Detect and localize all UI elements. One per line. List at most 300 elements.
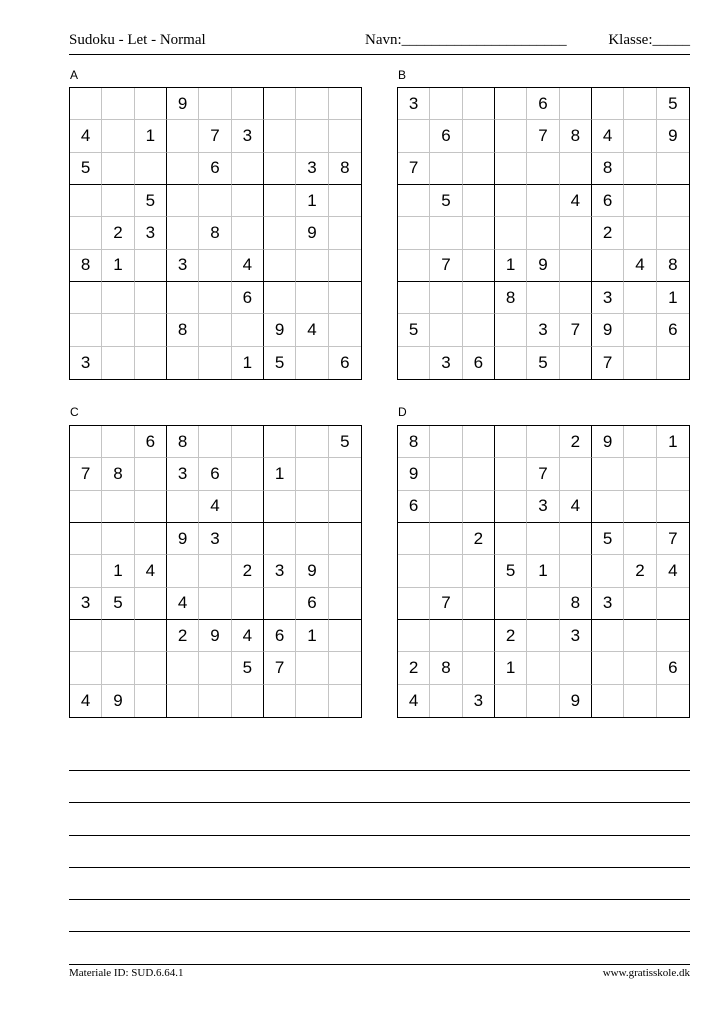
sudoku-cell[interactable] (463, 588, 495, 620)
sudoku-cell[interactable] (232, 426, 264, 458)
sudoku-cell[interactable] (296, 88, 328, 120)
sudoku-cell[interactable] (430, 620, 462, 652)
sudoku-cell[interactable] (199, 652, 231, 684)
sudoku-cell[interactable] (463, 217, 495, 249)
sudoku-cell[interactable] (430, 491, 462, 523)
sudoku-cell[interactable] (135, 458, 167, 490)
sudoku-cell[interactable] (430, 458, 462, 490)
sudoku-cell[interactable] (329, 555, 361, 587)
sudoku-cell[interactable]: 3 (70, 347, 102, 379)
sudoku-cell[interactable] (329, 652, 361, 684)
sudoku-cell[interactable]: 4 (167, 588, 199, 620)
sudoku-cell[interactable] (463, 120, 495, 152)
sudoku-cell[interactable] (102, 652, 134, 684)
sudoku-cell[interactable] (463, 426, 495, 458)
sudoku-cell[interactable] (329, 217, 361, 249)
sudoku-cell[interactable] (264, 523, 296, 555)
sudoku-cell[interactable] (296, 652, 328, 684)
sudoku-cell[interactable]: 7 (70, 458, 102, 490)
sudoku-cell[interactable] (232, 217, 264, 249)
name-field[interactable]: Navn:______________________ (365, 32, 567, 48)
sudoku-cell[interactable] (167, 491, 199, 523)
sudoku-cell[interactable] (430, 426, 462, 458)
sudoku-cell[interactable] (657, 491, 689, 523)
sudoku-cell[interactable]: 4 (560, 185, 592, 217)
sudoku-cell[interactable] (167, 120, 199, 152)
sudoku-cell[interactable]: 7 (430, 250, 462, 282)
sudoku-cell[interactable] (296, 426, 328, 458)
sudoku-cell[interactable]: 2 (167, 620, 199, 652)
sudoku-cell[interactable]: 1 (495, 652, 527, 684)
sudoku-cell[interactable]: 6 (527, 88, 559, 120)
sudoku-cell[interactable] (135, 250, 167, 282)
sudoku-cell[interactable] (592, 555, 624, 587)
sudoku-cell[interactable]: 4 (560, 491, 592, 523)
sudoku-cell[interactable]: 4 (398, 685, 430, 717)
sudoku-cell[interactable]: 9 (102, 685, 134, 717)
sudoku-cell[interactable]: 9 (296, 217, 328, 249)
sudoku-cell[interactable] (199, 88, 231, 120)
sudoku-cell[interactable] (232, 523, 264, 555)
sudoku-cell[interactable] (102, 153, 134, 185)
sudoku-cell[interactable] (102, 523, 134, 555)
sudoku-cell[interactable]: 6 (463, 347, 495, 379)
sudoku-cell[interactable]: 1 (102, 555, 134, 587)
sudoku-cell[interactable]: 5 (592, 523, 624, 555)
sudoku-cell[interactable] (70, 652, 102, 684)
sudoku-cell[interactable] (70, 426, 102, 458)
sudoku-cell[interactable] (398, 120, 430, 152)
sudoku-cell[interactable]: 8 (560, 588, 592, 620)
sudoku-cell[interactable]: 6 (232, 282, 264, 314)
sudoku-cell[interactable] (232, 153, 264, 185)
sudoku-cell[interactable]: 6 (398, 491, 430, 523)
sudoku-cell[interactable]: 5 (264, 347, 296, 379)
sudoku-cell[interactable] (70, 217, 102, 249)
sudoku-cell[interactable] (398, 523, 430, 555)
sudoku-cell[interactable] (495, 120, 527, 152)
sudoku-cell[interactable] (624, 88, 656, 120)
sudoku-cell[interactable] (264, 282, 296, 314)
sudoku-cell[interactable] (264, 426, 296, 458)
sudoku-cell[interactable]: 9 (592, 314, 624, 346)
sudoku-cell[interactable]: 3 (592, 282, 624, 314)
sudoku-cell[interactable]: 8 (167, 314, 199, 346)
sudoku-cell[interactable] (495, 426, 527, 458)
sudoku-cell[interactable] (624, 217, 656, 249)
sudoku-cell[interactable]: 9 (527, 250, 559, 282)
sudoku-cell[interactable]: 3 (430, 347, 462, 379)
sudoku-cell[interactable]: 1 (296, 620, 328, 652)
sudoku-cell[interactable] (296, 250, 328, 282)
sudoku-cell[interactable]: 7 (430, 588, 462, 620)
sudoku-cell[interactable]: 4 (70, 120, 102, 152)
sudoku-cell[interactable] (232, 685, 264, 717)
sudoku-cell[interactable] (329, 88, 361, 120)
sudoku-cell[interactable]: 5 (135, 185, 167, 217)
sudoku-cell[interactable] (398, 588, 430, 620)
sudoku-cell[interactable] (592, 620, 624, 652)
sudoku-cell[interactable] (592, 685, 624, 717)
sudoku-cell[interactable]: 3 (70, 588, 102, 620)
sudoku-cell[interactable]: 1 (657, 426, 689, 458)
sudoku-cell[interactable]: 3 (135, 217, 167, 249)
sudoku-cell[interactable] (430, 685, 462, 717)
sudoku-cell[interactable]: 7 (199, 120, 231, 152)
sudoku-cell[interactable] (135, 652, 167, 684)
sudoku-cell[interactable] (232, 458, 264, 490)
sudoku-cell[interactable] (624, 314, 656, 346)
sudoku-cell[interactable] (495, 347, 527, 379)
sudoku-cell[interactable] (102, 620, 134, 652)
sudoku-cell[interactable]: 7 (264, 652, 296, 684)
sudoku-cell[interactable] (398, 555, 430, 587)
sudoku-cell[interactable] (495, 314, 527, 346)
sudoku-cell[interactable] (657, 620, 689, 652)
sudoku-cell[interactable] (135, 588, 167, 620)
sudoku-cell[interactable] (167, 347, 199, 379)
sudoku-cell[interactable] (430, 523, 462, 555)
sudoku-cell[interactable] (592, 250, 624, 282)
sudoku-cell[interactable] (624, 185, 656, 217)
sudoku-cell[interactable]: 5 (430, 185, 462, 217)
sudoku-cell[interactable] (463, 652, 495, 684)
sudoku-cell[interactable]: 6 (264, 620, 296, 652)
sudoku-cell[interactable] (495, 185, 527, 217)
sudoku-cell[interactable] (70, 185, 102, 217)
sudoku-cell[interactable] (560, 652, 592, 684)
sudoku-cell[interactable] (264, 88, 296, 120)
sudoku-cell[interactable]: 3 (463, 685, 495, 717)
sudoku-cell[interactable] (527, 426, 559, 458)
sudoku-cell[interactable] (329, 458, 361, 490)
sudoku-cell[interactable] (264, 685, 296, 717)
sudoku-cell[interactable]: 9 (592, 426, 624, 458)
sudoku-cell[interactable]: 3 (264, 555, 296, 587)
sudoku-cell[interactable] (495, 588, 527, 620)
sudoku-cell[interactable] (463, 153, 495, 185)
sudoku-cell[interactable]: 1 (495, 250, 527, 282)
sudoku-cell[interactable]: 2 (592, 217, 624, 249)
sudoku-cell[interactable]: 7 (527, 120, 559, 152)
sudoku-cell[interactable] (329, 491, 361, 523)
sudoku-cell[interactable] (296, 491, 328, 523)
sudoku-cell[interactable] (463, 88, 495, 120)
sudoku-cell[interactable]: 9 (398, 458, 430, 490)
sudoku-cell[interactable] (657, 458, 689, 490)
sudoku-cell[interactable] (527, 620, 559, 652)
sudoku-cell[interactable] (398, 250, 430, 282)
sudoku-cell[interactable] (527, 588, 559, 620)
sudoku-cell[interactable] (135, 523, 167, 555)
sudoku-cell[interactable]: 7 (657, 523, 689, 555)
sudoku-cell[interactable] (624, 652, 656, 684)
sudoku-cell[interactable] (167, 652, 199, 684)
sudoku-cell[interactable] (560, 347, 592, 379)
sudoku-cell[interactable] (624, 426, 656, 458)
sudoku-cell[interactable] (232, 185, 264, 217)
sudoku-cell[interactable] (232, 314, 264, 346)
sudoku-cell[interactable]: 1 (264, 458, 296, 490)
sudoku-cell[interactable] (527, 153, 559, 185)
sudoku-cell[interactable] (167, 685, 199, 717)
sudoku-cell[interactable] (463, 250, 495, 282)
sudoku-cell[interactable] (70, 88, 102, 120)
sudoku-cell[interactable] (264, 491, 296, 523)
sudoku-cell[interactable] (167, 282, 199, 314)
sudoku-cell[interactable] (135, 347, 167, 379)
sudoku-cell[interactable] (624, 588, 656, 620)
sudoku-cell[interactable] (135, 620, 167, 652)
sudoku-cell[interactable]: 2 (398, 652, 430, 684)
sudoku-cell[interactable] (102, 88, 134, 120)
sudoku-cell[interactable] (264, 153, 296, 185)
sudoku-cell[interactable]: 1 (102, 250, 134, 282)
sudoku-cell[interactable] (527, 185, 559, 217)
sudoku-cell[interactable]: 8 (657, 250, 689, 282)
sudoku-cell[interactable] (296, 347, 328, 379)
sudoku-cell[interactable] (592, 652, 624, 684)
sudoku-cell[interactable] (624, 523, 656, 555)
sudoku-cell[interactable]: 3 (167, 458, 199, 490)
sudoku-cell[interactable] (657, 685, 689, 717)
sudoku-cell[interactable]: 4 (624, 250, 656, 282)
sudoku-cell[interactable]: 1 (232, 347, 264, 379)
sudoku-cell[interactable]: 5 (102, 588, 134, 620)
sudoku-cell[interactable]: 3 (232, 120, 264, 152)
sudoku-cell[interactable] (70, 282, 102, 314)
sudoku-cell[interactable] (329, 314, 361, 346)
sudoku-cell[interactable] (527, 282, 559, 314)
sudoku-cell[interactable] (199, 685, 231, 717)
sudoku-cell[interactable] (430, 282, 462, 314)
sudoku-cell[interactable] (560, 153, 592, 185)
sudoku-cell[interactable]: 9 (167, 523, 199, 555)
sudoku-cell[interactable] (167, 217, 199, 249)
website-link[interactable]: www.gratisskole.dk (602, 967, 690, 979)
sudoku-cell[interactable] (135, 491, 167, 523)
sudoku-cell[interactable]: 3 (296, 153, 328, 185)
sudoku-cell[interactable] (624, 153, 656, 185)
sudoku-cell[interactable] (560, 523, 592, 555)
sudoku-cell[interactable] (199, 555, 231, 587)
sudoku-cell[interactable] (329, 588, 361, 620)
sudoku-cell[interactable]: 7 (527, 458, 559, 490)
sudoku-cell[interactable] (560, 217, 592, 249)
sudoku-cell[interactable] (135, 685, 167, 717)
sudoku-cell[interactable]: 6 (199, 153, 231, 185)
sudoku-cell[interactable] (624, 282, 656, 314)
sudoku-cell[interactable]: 3 (560, 620, 592, 652)
sudoku-cell[interactable]: 2 (102, 217, 134, 249)
sudoku-cell[interactable] (657, 185, 689, 217)
sudoku-cell[interactable] (102, 185, 134, 217)
sudoku-cell[interactable]: 1 (135, 120, 167, 152)
sudoku-cell[interactable]: 8 (102, 458, 134, 490)
sudoku-cell[interactable] (495, 523, 527, 555)
sudoku-cell[interactable] (199, 250, 231, 282)
sudoku-cell[interactable] (430, 555, 462, 587)
sudoku-cell[interactable]: 5 (398, 314, 430, 346)
sudoku-cell[interactable] (296, 458, 328, 490)
sudoku-cell[interactable]: 8 (592, 153, 624, 185)
sudoku-cell[interactable] (398, 282, 430, 314)
sudoku-cell[interactable]: 3 (199, 523, 231, 555)
sudoku-cell[interactable]: 8 (430, 652, 462, 684)
sudoku-cell[interactable]: 2 (463, 523, 495, 555)
sudoku-cell[interactable] (296, 120, 328, 152)
sudoku-cell[interactable] (264, 120, 296, 152)
sudoku-cell[interactable]: 3 (167, 250, 199, 282)
sudoku-cell[interactable] (430, 217, 462, 249)
sudoku-cell[interactable] (296, 282, 328, 314)
sudoku-cell[interactable] (135, 88, 167, 120)
sudoku-cell[interactable] (430, 153, 462, 185)
sudoku-cell[interactable] (296, 523, 328, 555)
sudoku-cell[interactable]: 6 (296, 588, 328, 620)
sudoku-cell[interactable]: 9 (560, 685, 592, 717)
sudoku-cell[interactable] (463, 314, 495, 346)
sudoku-cell[interactable] (592, 88, 624, 120)
sudoku-cell[interactable] (592, 458, 624, 490)
sudoku-cell[interactable]: 4 (657, 555, 689, 587)
sudoku-cell[interactable]: 6 (430, 120, 462, 152)
sudoku-cell[interactable]: 1 (527, 555, 559, 587)
sudoku-cell[interactable] (560, 458, 592, 490)
sudoku-cell[interactable]: 4 (135, 555, 167, 587)
sudoku-cell[interactable] (430, 314, 462, 346)
sudoku-cell[interactable] (592, 491, 624, 523)
sudoku-cell[interactable]: 5 (70, 153, 102, 185)
sudoku-cell[interactable] (329, 120, 361, 152)
sudoku-cell[interactable] (495, 491, 527, 523)
sudoku-cell[interactable]: 9 (264, 314, 296, 346)
sudoku-cell[interactable] (329, 620, 361, 652)
sudoku-cell[interactable]: 6 (657, 652, 689, 684)
sudoku-cell[interactable] (102, 120, 134, 152)
sudoku-cell[interactable]: 5 (495, 555, 527, 587)
sudoku-cell[interactable] (463, 458, 495, 490)
sudoku-cell[interactable]: 8 (199, 217, 231, 249)
sudoku-cell[interactable]: 8 (70, 250, 102, 282)
sudoku-cell[interactable] (657, 153, 689, 185)
sudoku-cell[interactable]: 8 (329, 153, 361, 185)
sudoku-cell[interactable] (463, 491, 495, 523)
sudoku-cell[interactable] (167, 555, 199, 587)
sudoku-cell[interactable]: 3 (527, 314, 559, 346)
sudoku-cell[interactable]: 6 (135, 426, 167, 458)
sudoku-cell[interactable]: 7 (560, 314, 592, 346)
sudoku-cell[interactable] (560, 555, 592, 587)
sudoku-cell[interactable]: 7 (592, 347, 624, 379)
sudoku-cell[interactable] (264, 217, 296, 249)
sudoku-cell[interactable] (398, 620, 430, 652)
sudoku-cell[interactable] (135, 282, 167, 314)
sudoku-cell[interactable] (463, 282, 495, 314)
sudoku-cell[interactable]: 4 (592, 120, 624, 152)
sudoku-cell[interactable] (430, 88, 462, 120)
sudoku-cell[interactable]: 5 (657, 88, 689, 120)
sudoku-cell[interactable]: 4 (199, 491, 231, 523)
sudoku-cell[interactable] (167, 185, 199, 217)
sudoku-cell[interactable] (70, 555, 102, 587)
sudoku-cell[interactable]: 6 (199, 458, 231, 490)
sudoku-cell[interactable]: 8 (560, 120, 592, 152)
sudoku-cell[interactable] (657, 217, 689, 249)
sudoku-cell[interactable] (495, 88, 527, 120)
sudoku-cell[interactable] (199, 314, 231, 346)
sudoku-cell[interactable] (199, 347, 231, 379)
sudoku-cell[interactable] (70, 491, 102, 523)
sudoku-cell[interactable]: 8 (398, 426, 430, 458)
sudoku-cell[interactable]: 6 (340, 352, 350, 372)
sudoku-cell[interactable] (264, 588, 296, 620)
sudoku-cell[interactable] (624, 120, 656, 152)
sudoku-cell[interactable] (264, 185, 296, 217)
sudoku-cell[interactable] (264, 250, 296, 282)
sudoku-cell[interactable]: 4 (232, 250, 264, 282)
sudoku-cell[interactable] (657, 347, 689, 379)
sudoku-cell[interactable] (296, 685, 328, 717)
sudoku-cell[interactable] (495, 685, 527, 717)
class-field[interactable]: Klasse:_____ (608, 32, 690, 48)
sudoku-cell[interactable] (329, 282, 361, 314)
sudoku-cell[interactable]: 6 (592, 185, 624, 217)
sudoku-cell[interactable] (495, 217, 527, 249)
sudoku-cell[interactable] (329, 685, 361, 717)
sudoku-cell[interactable] (624, 685, 656, 717)
sudoku-cell[interactable]: 9 (199, 620, 231, 652)
sudoku-cell[interactable] (199, 282, 231, 314)
sudoku-cell[interactable] (102, 491, 134, 523)
sudoku-cell[interactable]: 3 (527, 491, 559, 523)
sudoku-cell[interactable]: 2 (232, 555, 264, 587)
sudoku-cell[interactable]: 6 (657, 314, 689, 346)
sudoku-cell[interactable]: 1 (296, 185, 328, 217)
sudoku-cell[interactable] (463, 620, 495, 652)
sudoku-cell[interactable]: 3 (592, 588, 624, 620)
sudoku-cell[interactable]: 3 (398, 88, 430, 120)
sudoku-cell[interactable] (199, 185, 231, 217)
sudoku-cell[interactable]: 5 (527, 347, 559, 379)
sudoku-cell[interactable] (624, 491, 656, 523)
sudoku-cell[interactable] (199, 588, 231, 620)
sudoku-cell[interactable]: 8 (167, 426, 199, 458)
sudoku-cell[interactable] (199, 426, 231, 458)
sudoku-cell[interactable] (527, 523, 559, 555)
sudoku-cell[interactable] (102, 347, 134, 379)
sudoku-cell[interactable]: 2 (624, 555, 656, 587)
sudoku-cell[interactable] (232, 88, 264, 120)
sudoku-cell[interactable] (329, 523, 361, 555)
sudoku-cell[interactable] (463, 555, 495, 587)
sudoku-cell[interactable] (329, 250, 361, 282)
sudoku-cell[interactable] (495, 458, 527, 490)
sudoku-cell[interactable] (135, 314, 167, 346)
sudoku-cell[interactable]: 2 (560, 426, 592, 458)
sudoku-cell[interactable] (495, 153, 527, 185)
sudoku-cell[interactable] (329, 185, 361, 217)
sudoku-cell[interactable]: 9 (657, 120, 689, 152)
sudoku-cell[interactable] (657, 588, 689, 620)
sudoku-cell[interactable] (70, 620, 102, 652)
sudoku-cell[interactable] (135, 153, 167, 185)
sudoku-cell[interactable]: 5 (329, 426, 361, 458)
sudoku-cell[interactable] (560, 88, 592, 120)
sudoku-cell[interactable] (102, 426, 134, 458)
sudoku-cell[interactable] (232, 491, 264, 523)
sudoku-cell[interactable] (70, 314, 102, 346)
